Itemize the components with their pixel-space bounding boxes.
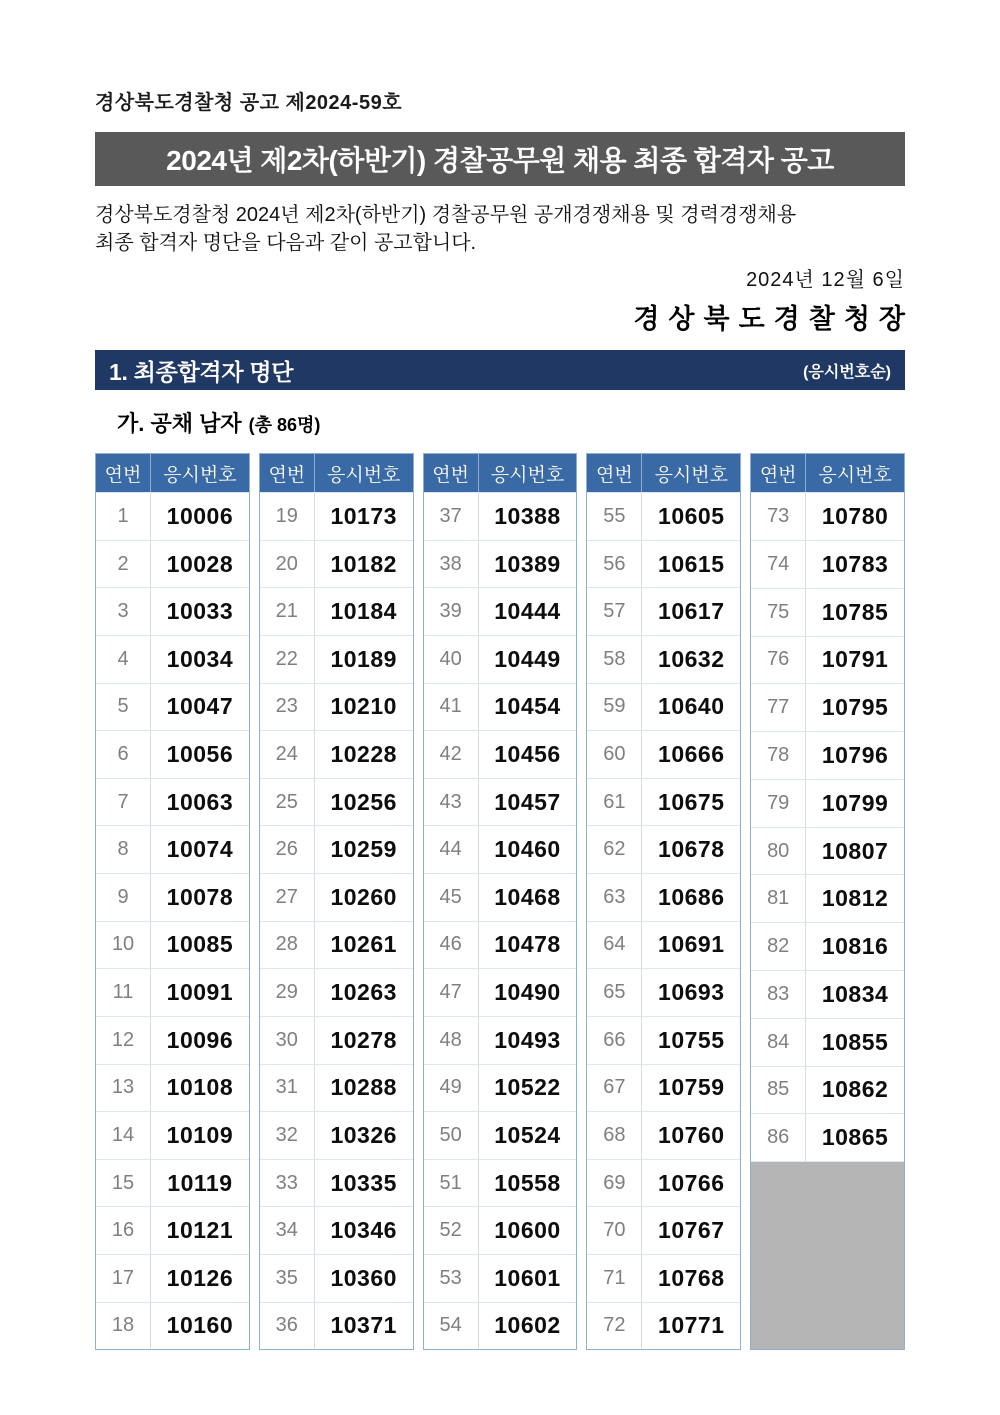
table-header-row xyxy=(751,454,904,492)
header-seq: 연번 xyxy=(587,454,642,492)
seq-cell: 42 xyxy=(424,731,479,778)
seq-cell: 52 xyxy=(424,1207,479,1254)
seq-cell: 65 xyxy=(587,969,642,1016)
table-row xyxy=(260,1111,413,1159)
candidate-number-cell: 10119 xyxy=(167,1169,233,1196)
candidate-number-cell: 10693 xyxy=(658,979,725,1006)
candidate-number-cell: 10686 xyxy=(658,883,725,910)
table-row xyxy=(424,540,577,588)
table-row xyxy=(96,492,249,540)
table-row xyxy=(751,779,904,827)
table-row xyxy=(751,874,904,922)
table-row xyxy=(96,540,249,588)
candidate-number-cell: 10780 xyxy=(821,503,889,530)
table-row xyxy=(587,825,740,873)
candidate-number-cell: 10796 xyxy=(821,741,889,768)
table-row xyxy=(424,873,577,921)
table-row xyxy=(751,492,904,540)
candidate-number-cell: 10085 xyxy=(166,931,234,958)
table-header-row xyxy=(96,454,249,492)
candidate-number-cell: 10767 xyxy=(658,1217,725,1244)
table-row xyxy=(260,1064,413,1112)
seq-cell: 19 xyxy=(260,493,315,540)
candidate-number-cell: 10173 xyxy=(330,502,397,529)
section-sort-note: (응시번호순) xyxy=(803,363,891,381)
seq-cell: 53 xyxy=(424,1255,479,1302)
candidate-number-cell: 10601 xyxy=(494,1264,561,1291)
seq-cell: 24 xyxy=(260,731,315,778)
seq-cell: 58 xyxy=(587,636,642,683)
seq-cell: 82 xyxy=(751,923,806,970)
table-row xyxy=(424,1064,577,1112)
table-header-row xyxy=(587,454,740,492)
table-row xyxy=(587,921,740,969)
table-row xyxy=(260,873,413,921)
candidate-number-cell: 10675 xyxy=(658,788,725,815)
seq-cell: 26 xyxy=(260,826,315,873)
table-row xyxy=(260,1302,413,1350)
candidate-number-cell: 10691 xyxy=(658,931,725,958)
candidate-number-cell: 10126 xyxy=(166,1264,234,1291)
candidate-number-cell: 10160 xyxy=(166,1312,234,1339)
header-candidate-number: 응시번호 xyxy=(490,464,565,486)
seq-cell: 13 xyxy=(96,1065,151,1112)
seq-cell: 70 xyxy=(587,1207,642,1254)
table-row xyxy=(424,492,577,540)
table-row xyxy=(587,1254,740,1302)
table-row xyxy=(424,730,577,778)
candidate-number-cell: 10522 xyxy=(494,1074,561,1101)
seq-cell: 20 xyxy=(260,541,315,588)
candidate-number-cell: 10490 xyxy=(494,979,561,1006)
table-row xyxy=(96,968,249,1016)
seq-cell: 22 xyxy=(260,636,315,683)
seq-cell: 62 xyxy=(587,826,642,873)
table-row xyxy=(587,683,740,731)
candidate-number-cell: 10056 xyxy=(166,741,234,768)
candidate-number-cell: 10615 xyxy=(658,550,725,577)
signer-title: 경상북도경찰청장 xyxy=(633,304,914,335)
seq-cell: 45 xyxy=(424,874,479,921)
table-row xyxy=(587,540,740,588)
table-row xyxy=(587,873,740,921)
table-group-2 xyxy=(259,453,414,1350)
table-row xyxy=(260,635,413,683)
candidate-number-cell: 10288 xyxy=(330,1074,397,1101)
seq-cell: 1 xyxy=(96,493,151,540)
table-row xyxy=(260,730,413,778)
candidate-number-cell: 10444 xyxy=(494,598,561,625)
notice-number: 경상북도경찰청 공고 제2024-59호 xyxy=(95,92,403,114)
table-row xyxy=(751,540,904,588)
seq-cell: 33 xyxy=(260,1160,315,1207)
table-row xyxy=(260,1254,413,1302)
table-row xyxy=(424,1111,577,1159)
candidate-number-cell: 10189 xyxy=(330,645,397,672)
candidate-number-cell: 10256 xyxy=(330,788,397,815)
table-row xyxy=(424,1206,577,1254)
seq-cell: 66 xyxy=(587,1017,642,1064)
section-title: 1. 최종합격자 명단 xyxy=(109,358,294,385)
candidate-number-cell: 10759 xyxy=(658,1074,725,1101)
candidate-number-cell: 10834 xyxy=(821,980,889,1007)
seq-cell: 10 xyxy=(96,922,151,969)
seq-cell: 28 xyxy=(260,922,315,969)
candidate-number-cell: 10768 xyxy=(658,1264,725,1291)
seq-cell: 85 xyxy=(751,1067,806,1114)
table-row xyxy=(587,1111,740,1159)
seq-cell: 69 xyxy=(587,1160,642,1207)
table-row xyxy=(424,587,577,635)
candidate-number-cell: 10074 xyxy=(166,836,234,863)
seq-cell: 50 xyxy=(424,1112,479,1159)
body-line-1: 경상북도경찰청 2024년 제2차(하반기) 경찰공무원 공개경쟁채용 및 경력경쟁채용 xyxy=(95,204,797,226)
candidate-number-cell: 10602 xyxy=(494,1312,561,1339)
table-row xyxy=(587,730,740,778)
empty-cells-filler xyxy=(751,1161,904,1349)
table-row xyxy=(96,921,249,969)
seq-cell: 6 xyxy=(96,731,151,778)
candidate-number-cell: 10666 xyxy=(658,741,725,768)
table-row xyxy=(260,540,413,588)
seq-cell: 59 xyxy=(587,684,642,731)
candidate-number-cell: 10109 xyxy=(166,1121,234,1148)
candidate-number-cell: 10795 xyxy=(821,694,889,721)
seq-cell: 23 xyxy=(260,684,315,731)
seq-cell: 72 xyxy=(587,1303,642,1350)
candidate-number-cell: 10816 xyxy=(821,933,889,960)
candidate-number-cell: 10460 xyxy=(494,836,561,863)
candidate-number-cell: 10033 xyxy=(166,598,234,625)
seq-cell: 38 xyxy=(424,541,479,588)
candidate-number-cell: 10640 xyxy=(658,693,725,720)
table-row xyxy=(587,778,740,826)
candidate-number-cell: 10605 xyxy=(658,502,725,529)
seq-cell: 51 xyxy=(424,1160,479,1207)
candidate-number-cell: 10078 xyxy=(166,883,234,910)
candidate-number-cell: 10766 xyxy=(658,1169,725,1196)
seq-cell: 57 xyxy=(587,588,642,635)
candidate-number-cell: 10783 xyxy=(821,550,889,577)
candidate-number-cell: 10182 xyxy=(330,550,397,577)
table-row xyxy=(424,1254,577,1302)
candidate-number-cell: 10121 xyxy=(166,1217,234,1244)
document-title: 2024년 제2차(하반기) 경찰공무원 채용 최종 합격자 공고 xyxy=(166,145,834,176)
seq-cell: 56 xyxy=(587,541,642,588)
seq-cell: 76 xyxy=(751,637,806,684)
seq-cell: 32 xyxy=(260,1112,315,1159)
candidate-number-cell: 10047 xyxy=(166,693,234,720)
candidate-number-cell: 10862 xyxy=(821,1076,889,1103)
candidate-number-cell: 10278 xyxy=(330,1026,397,1053)
announcement-body xyxy=(95,202,905,257)
candidate-number-cell: 10091 xyxy=(166,979,234,1006)
candidate-number-cell: 10260 xyxy=(330,883,397,910)
table-group-3 xyxy=(423,453,578,1350)
candidate-number-cell: 10799 xyxy=(821,789,889,816)
header-candidate-number: 응시번호 xyxy=(654,464,728,486)
table-row xyxy=(96,1159,249,1207)
table-row xyxy=(424,825,577,873)
seq-cell: 16 xyxy=(96,1207,151,1254)
seq-cell: 49 xyxy=(424,1065,479,1112)
candidate-number-cell: 10028 xyxy=(166,550,234,577)
seq-cell: 4 xyxy=(96,636,151,683)
candidate-number-cell: 10335 xyxy=(330,1169,397,1196)
candidate-number-cell: 10600 xyxy=(494,1217,561,1244)
candidate-number-cell: 10261 xyxy=(330,931,397,958)
table-header-row xyxy=(424,454,577,492)
candidate-number-cell: 10457 xyxy=(494,788,561,815)
table-row xyxy=(96,873,249,921)
seq-cell: 54 xyxy=(424,1303,479,1350)
header-seq: 연번 xyxy=(96,454,151,492)
seq-cell: 36 xyxy=(260,1303,315,1350)
candidate-number-cell: 10184 xyxy=(330,598,397,625)
seq-cell: 60 xyxy=(587,731,642,778)
candidate-number-cell: 10617 xyxy=(658,598,725,625)
seq-cell: 7 xyxy=(96,779,151,826)
seq-cell: 8 xyxy=(96,826,151,873)
candidate-number-cell: 10771 xyxy=(658,1312,725,1339)
table-row xyxy=(96,1302,249,1350)
candidate-number-cell: 10865 xyxy=(821,1124,889,1151)
candidate-number-cell: 10346 xyxy=(330,1217,397,1244)
candidate-number-cell: 10259 xyxy=(330,836,397,863)
title-bar xyxy=(95,132,905,186)
seq-cell: 34 xyxy=(260,1207,315,1254)
seq-cell: 17 xyxy=(96,1255,151,1302)
table-row xyxy=(260,492,413,540)
candidate-number-cell: 10388 xyxy=(494,502,561,529)
table-row xyxy=(751,683,904,731)
table-group-1 xyxy=(95,453,250,1350)
header-candidate-number: 응시번호 xyxy=(326,464,401,486)
seq-cell: 48 xyxy=(424,1017,479,1064)
table-row xyxy=(587,1159,740,1207)
candidate-number-cell: 10456 xyxy=(494,741,561,768)
table-row xyxy=(260,968,413,1016)
table-row xyxy=(587,635,740,683)
seq-cell: 80 xyxy=(751,828,806,875)
candidate-number-cell: 10493 xyxy=(494,1026,561,1053)
seq-cell: 39 xyxy=(424,588,479,635)
subsection-title: 가. 공채 남자 xyxy=(117,411,242,437)
table-row xyxy=(424,921,577,969)
seq-cell: 81 xyxy=(751,875,806,922)
table-row xyxy=(424,683,577,731)
candidate-number-cell: 10468 xyxy=(494,883,561,910)
table-row xyxy=(751,1113,904,1161)
table-row xyxy=(96,1064,249,1112)
seq-cell: 78 xyxy=(751,732,806,779)
table-row xyxy=(424,635,577,683)
seq-cell: 15 xyxy=(96,1160,151,1207)
candidate-number-cell: 10034 xyxy=(166,645,234,672)
table-row xyxy=(96,825,249,873)
seq-cell: 5 xyxy=(96,684,151,731)
candidate-number-cell: 10228 xyxy=(330,741,397,768)
table-row xyxy=(751,827,904,875)
seq-cell: 31 xyxy=(260,1065,315,1112)
seq-cell: 43 xyxy=(424,779,479,826)
header-seq: 연번 xyxy=(260,454,315,492)
candidate-number-cell: 10326 xyxy=(330,1121,397,1148)
seq-cell: 67 xyxy=(587,1065,642,1112)
table-group-5 xyxy=(750,453,905,1350)
candidate-number-cell: 10006 xyxy=(166,502,234,529)
table-row xyxy=(751,731,904,779)
seq-cell: 74 xyxy=(751,541,806,588)
candidate-number-cell: 10263 xyxy=(330,979,397,1006)
seq-cell: 35 xyxy=(260,1255,315,1302)
candidate-number-cell: 10755 xyxy=(658,1026,725,1053)
candidate-number-cell: 10558 xyxy=(494,1169,561,1196)
table-header-row xyxy=(260,454,413,492)
seq-cell: 61 xyxy=(587,779,642,826)
candidate-number-cell: 10791 xyxy=(821,646,889,673)
table-row xyxy=(424,968,577,1016)
candidate-number-cell: 10063 xyxy=(166,788,234,815)
seq-cell: 14 xyxy=(96,1112,151,1159)
table-row xyxy=(424,1302,577,1350)
candidate-number-cell: 10478 xyxy=(494,931,561,958)
subsection-header xyxy=(95,407,905,437)
table-row xyxy=(751,1066,904,1114)
table-row xyxy=(260,683,413,731)
table-row xyxy=(587,1302,740,1350)
candidate-number-cell: 10785 xyxy=(821,598,889,625)
header-candidate-number: 응시번호 xyxy=(818,464,892,486)
table-row xyxy=(587,587,740,635)
table-row xyxy=(96,730,249,778)
seq-cell: 63 xyxy=(587,874,642,921)
candidate-number-cell: 10807 xyxy=(821,837,889,864)
pass-list-table xyxy=(95,453,905,1350)
table-row xyxy=(260,1016,413,1064)
announcement-date: 2024년 12월 6일 xyxy=(746,269,905,292)
table-row xyxy=(96,1206,249,1254)
seq-cell: 25 xyxy=(260,779,315,826)
table-row xyxy=(96,635,249,683)
subsection-count: (총 86명) xyxy=(248,415,321,436)
seq-cell: 79 xyxy=(751,780,806,827)
candidate-number-cell: 10389 xyxy=(494,550,561,577)
seq-cell: 68 xyxy=(587,1112,642,1159)
table-row xyxy=(260,1159,413,1207)
table-row xyxy=(96,1254,249,1302)
section-header-bar xyxy=(95,350,905,390)
seq-cell: 44 xyxy=(424,826,479,873)
candidate-number-cell: 10108 xyxy=(166,1074,234,1101)
header-seq: 연번 xyxy=(751,454,806,492)
table-row xyxy=(424,1016,577,1064)
table-row xyxy=(751,636,904,684)
candidate-number-cell: 10360 xyxy=(330,1264,397,1291)
seq-cell: 30 xyxy=(260,1017,315,1064)
table-row xyxy=(587,1064,740,1112)
body-line-2: 최종 합격자 명단을 다음과 같이 공고합니다. xyxy=(95,231,477,254)
table-row xyxy=(260,778,413,826)
table-row xyxy=(260,921,413,969)
candidate-number-cell: 10632 xyxy=(658,645,725,672)
seq-cell: 3 xyxy=(96,588,151,635)
seq-cell: 64 xyxy=(587,922,642,969)
table-row xyxy=(424,778,577,826)
table-group-4 xyxy=(586,453,741,1350)
table-row xyxy=(751,588,904,636)
candidate-number-cell: 10210 xyxy=(330,693,397,720)
table-row xyxy=(260,1206,413,1254)
seq-cell: 40 xyxy=(424,636,479,683)
candidate-number-cell: 10678 xyxy=(658,836,725,863)
seq-cell: 18 xyxy=(96,1303,151,1350)
seq-cell: 73 xyxy=(751,493,806,540)
seq-cell: 12 xyxy=(96,1017,151,1064)
table-row xyxy=(751,970,904,1018)
table-row xyxy=(424,1159,577,1207)
table-row xyxy=(587,492,740,540)
seq-cell: 77 xyxy=(751,684,806,731)
table-row xyxy=(96,1016,249,1064)
header-seq: 연번 xyxy=(424,454,479,492)
seq-cell: 29 xyxy=(260,969,315,1016)
seq-cell: 27 xyxy=(260,874,315,921)
seq-cell: 84 xyxy=(751,1019,806,1066)
table-row xyxy=(96,683,249,731)
seq-cell: 37 xyxy=(424,493,479,540)
table-row xyxy=(260,587,413,635)
table-row xyxy=(587,1206,740,1254)
header-candidate-number: 응시번호 xyxy=(163,464,237,486)
seq-cell: 86 xyxy=(751,1114,806,1161)
candidate-number-cell: 10454 xyxy=(494,693,561,720)
seq-cell: 46 xyxy=(424,922,479,969)
seq-cell: 9 xyxy=(96,874,151,921)
candidate-number-cell: 10524 xyxy=(494,1121,561,1148)
seq-cell: 83 xyxy=(751,971,806,1018)
table-row xyxy=(260,825,413,873)
candidate-number-cell: 10812 xyxy=(821,885,889,912)
table-row xyxy=(587,968,740,1016)
candidate-number-cell: 10449 xyxy=(494,645,561,672)
table-row xyxy=(96,587,249,635)
table-row xyxy=(96,778,249,826)
seq-cell: 55 xyxy=(587,493,642,540)
table-row xyxy=(96,1111,249,1159)
seq-cell: 71 xyxy=(587,1255,642,1302)
seq-cell: 11 xyxy=(96,969,151,1016)
table-row xyxy=(751,922,904,970)
candidate-number-cell: 10371 xyxy=(330,1312,397,1339)
candidate-number-cell: 10760 xyxy=(658,1121,725,1148)
candidate-number-cell: 10855 xyxy=(821,1028,889,1055)
candidate-number-cell: 10096 xyxy=(166,1026,234,1053)
seq-cell: 21 xyxy=(260,588,315,635)
seq-cell: 75 xyxy=(751,589,806,636)
seq-cell: 47 xyxy=(424,969,479,1016)
seq-cell: 2 xyxy=(96,541,151,588)
seq-cell: 41 xyxy=(424,684,479,731)
table-row xyxy=(587,1016,740,1064)
table-row xyxy=(751,1018,904,1066)
